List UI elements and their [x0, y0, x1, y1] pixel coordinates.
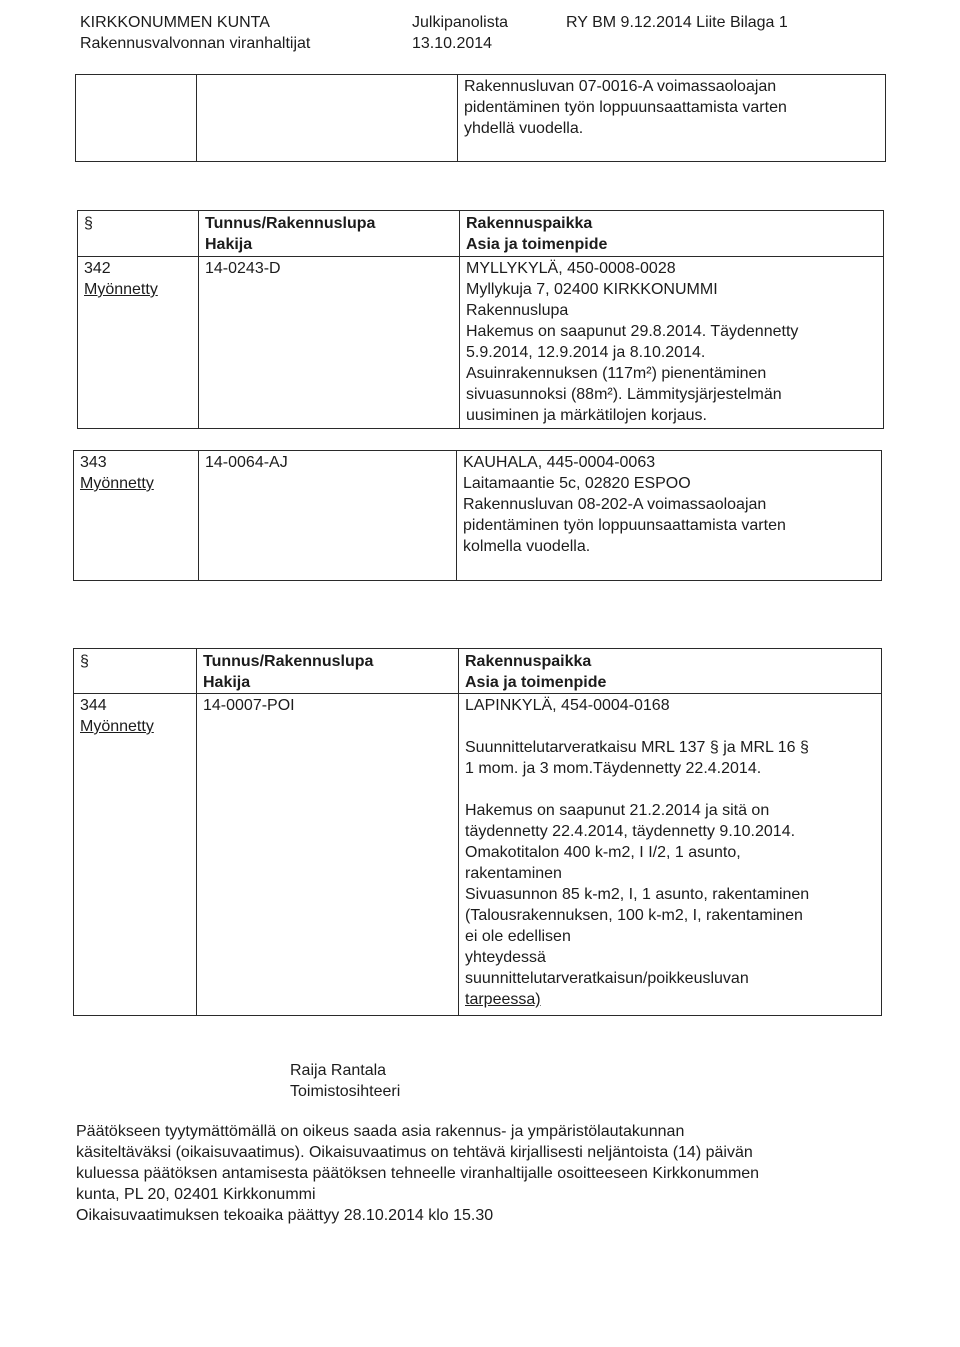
cont-case-text [458, 75, 885, 139]
appeal-line: Oikaisuvaatimuksen tekoaika päättyy 28.10.2014 klo 15.30 [76, 1207, 494, 1224]
case-line: Hakemus on saapunut 29.8.2014. Täydennetty [466, 323, 799, 340]
org-name: KIRKKONUMMEN KUNTA [80, 14, 270, 31]
decision-number: 343 [80, 454, 107, 471]
case-line: 1 mom. ja 3 mom.Täydennetty 22.4.2014. [465, 760, 762, 777]
section-header-cell [74, 649, 197, 694]
case-line: uusiminen ja märkätilojen korjaus. [466, 407, 707, 424]
header-site-label: Rakennuspaikka [466, 215, 593, 232]
case-cell [457, 451, 882, 581]
header-left [80, 12, 310, 54]
header-applicant-label: Hakija [203, 674, 251, 691]
public-list-label: Julkipanolista [412, 14, 509, 31]
case-line: Myllykuja 7, 02400 KIRKKONUMMI [466, 281, 718, 298]
header-middle [412, 12, 508, 54]
decision-number: 344 [80, 697, 107, 714]
decision-status: Myönnetty [80, 475, 154, 492]
case-line: sivuasunnoksi (88m²). Lämmitysjärjestelmän [466, 386, 782, 403]
permit-header-cell [197, 649, 459, 694]
case-cell [459, 694, 882, 1016]
site-header-cell [459, 649, 882, 694]
case-line: Suunnittelutarveratkaisu MRL 137 § ja MRL 16 § [465, 739, 809, 756]
case-line: Asuinrakennuksen (117m²) pienentäminen [466, 365, 767, 382]
continuation-table [75, 74, 886, 162]
site-line: LAPINKYLÄ, 454-0004-0168 [465, 697, 670, 714]
case-line: Rakennusluvan 08-202-A voimassaoloajan [463, 496, 767, 513]
site-header-cell [460, 211, 884, 257]
section-symbol: § [80, 653, 89, 670]
permit-table-344 [73, 648, 882, 1016]
case-line: KAUHALA, 445-0004-0063 [463, 454, 656, 471]
cont-line: yhdellä vuodella. [464, 120, 584, 137]
permit-header-cell [199, 211, 460, 257]
case-line: 5.9.2014, 12.9.2014 ja 8.10.2014. [466, 344, 706, 361]
permit-id: 14-0243-D [205, 260, 281, 277]
appeal-instructions [76, 1121, 759, 1226]
number-cell [78, 257, 199, 429]
department: Rakennusvalvonnan viranhaltijat [80, 35, 311, 52]
case-line: Hakemus on saapunut 21.2.2014 ja sitä on [465, 802, 770, 819]
cont-permit-cell [197, 75, 458, 162]
case-line: rakentaminen [465, 865, 562, 882]
number-cell [74, 694, 197, 1016]
signer-title: Toimistosihteeri [290, 1083, 401, 1100]
decision-number: 342 [84, 260, 111, 277]
case-line: Sivuasunnon 85 k-m2, I, 1 asunto, rakentaminen [465, 886, 810, 903]
case-line: Rakennuslupa [466, 302, 569, 319]
case-line: pidentäminen työn loppuunsaattamista varten [463, 517, 786, 534]
decision-status: Myönnetty [80, 718, 154, 735]
case-line: Laitamaantie 5c, 02820 ESPOO [463, 475, 691, 492]
case-cell [460, 257, 884, 429]
case-line: täydennetty 22.4.2014, täydennetty 9.10.2014. [465, 823, 796, 840]
appeal-line: kuluessa päätöksen antamisesta päätöksen tehneelle viranhaltijalle osoitteeseen Kirkkonummen [76, 1165, 760, 1182]
permit-table-343 [73, 450, 882, 581]
permit-table-342 [77, 210, 884, 429]
signer-name: Raija Rantala [290, 1062, 387, 1079]
case-line: (Talousrakennuksen, 100 k-m2, I, rakentaminen [465, 907, 803, 924]
appeal-line: Päätökseen tyytymättömällä on oikeus saada asia rakennus- ja ympäristölautakunnan [76, 1123, 685, 1140]
permit-cell [199, 451, 457, 581]
cont-line: Rakennusluvan 07-0016-A voimassaoloajan [464, 78, 777, 95]
decision-status: Myönnetty [84, 281, 158, 298]
case-line: Omakotitalon 400 k-m2, I I/2, 1 asunto, [465, 844, 741, 861]
signature-block [290, 1060, 400, 1102]
cont-number-cell [76, 75, 197, 162]
case-line: kolmella vuodella. [463, 538, 591, 555]
section-symbol: § [84, 215, 93, 232]
permit-id: 14-0007-POI [203, 697, 295, 714]
case-line: yhteydessä [465, 949, 546, 966]
header-permit-label: Tunnus/Rakennuslupa [205, 215, 376, 232]
appeal-line: käsiteltäväksi (oikaisuvaatimus). Oikaisuvaatimus on tehtävä kirjallisesti neljäntoista (14) päivän [76, 1144, 753, 1161]
header-case-label: Asia ja toimenpide [466, 236, 608, 253]
permit-cell [197, 694, 459, 1016]
list-date: 13.10.2014 [412, 35, 493, 52]
header-site-label: Rakennuspaikka [465, 653, 592, 670]
cont-case-cell [458, 75, 886, 162]
case-line: MYLLYKYLÄ, 450-0008-0028 [466, 260, 676, 277]
permit-id: 14-0064-AJ [205, 454, 288, 471]
case-line: tarpeessa) [465, 991, 541, 1008]
meeting-reference: RY BM 9.12.2014 Liite Bilaga 1 [566, 14, 788, 31]
section-header-cell [78, 211, 199, 257]
cont-line: pidentäminen työn loppuunsaattamista varten [464, 99, 787, 116]
appeal-line: kunta, PL 20, 02401 Kirkkonummi [76, 1186, 316, 1203]
header-case-label: Asia ja toimenpide [465, 674, 607, 691]
case-line: ei ole edellisen [465, 928, 571, 945]
number-cell [74, 451, 199, 581]
header-applicant-label: Hakija [205, 236, 253, 253]
header-permit-label: Tunnus/Rakennuslupa [203, 653, 374, 670]
permit-cell [199, 257, 460, 429]
case-line: suunnittelutarveratkaisun/poikkeusluvan [465, 970, 749, 987]
